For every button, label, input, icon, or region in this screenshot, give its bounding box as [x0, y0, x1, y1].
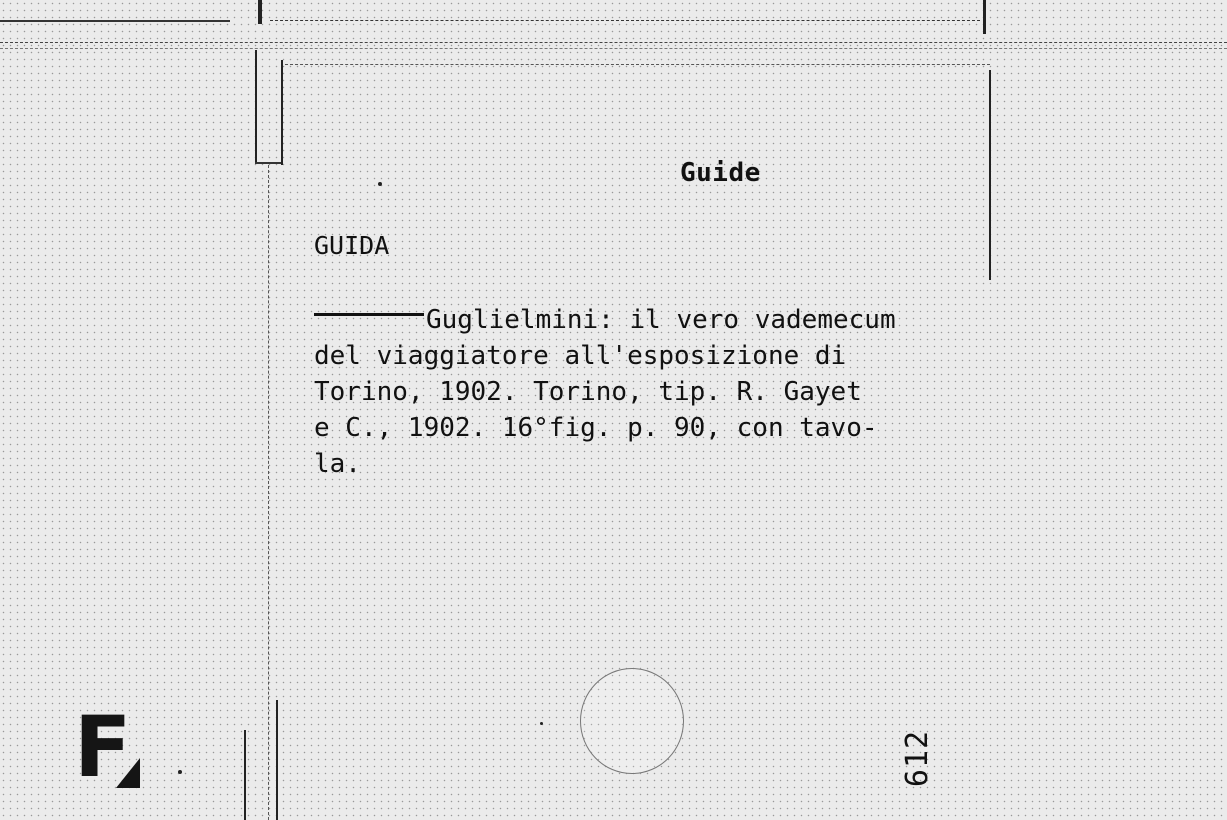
entry-line-text: Guglielmini: il vero vademecum [426, 305, 896, 335]
scan-line-lower [0, 48, 1227, 49]
card-number-wrap [878, 728, 958, 788]
card-left-margin [268, 165, 269, 820]
tab-right-edge [281, 60, 283, 165]
entry-line: del viaggiatore all'esposizione di [314, 341, 847, 371]
tab-bottom-edge [255, 162, 281, 164]
entry-line [314, 302, 896, 338]
scan-dot [378, 182, 382, 186]
scan-dot [178, 770, 182, 774]
stamp-corner-mark [116, 758, 140, 788]
entry-title: GUIDA [314, 231, 390, 260]
card-top-border [285, 64, 990, 65]
author-dash-rule [314, 313, 424, 316]
top-edge-line [0, 20, 230, 22]
card-number: 612 [900, 729, 936, 787]
top-dashed-edge [270, 20, 980, 21]
stamp-letter: F [74, 698, 132, 796]
top-right-tick [983, 0, 986, 34]
bottom-inner-edge [276, 700, 278, 820]
scan-line-upper [0, 42, 1227, 43]
punch-hole [580, 668, 684, 774]
top-left-tick [258, 0, 262, 24]
entry-line: e C., 1902. 16°fig. p. 90, con tavo- [314, 413, 878, 443]
scan-dot [540, 722, 543, 725]
entry-line: Torino, 1902. Torino, tip. R. Gayet [314, 377, 862, 407]
bottom-left-edge [244, 730, 246, 820]
bibliographic-entry [314, 302, 896, 482]
tab-left-edge [255, 50, 257, 162]
entry-line: la. [314, 449, 361, 479]
card-right-edge [989, 70, 991, 280]
subject-heading: Guide [680, 158, 761, 188]
